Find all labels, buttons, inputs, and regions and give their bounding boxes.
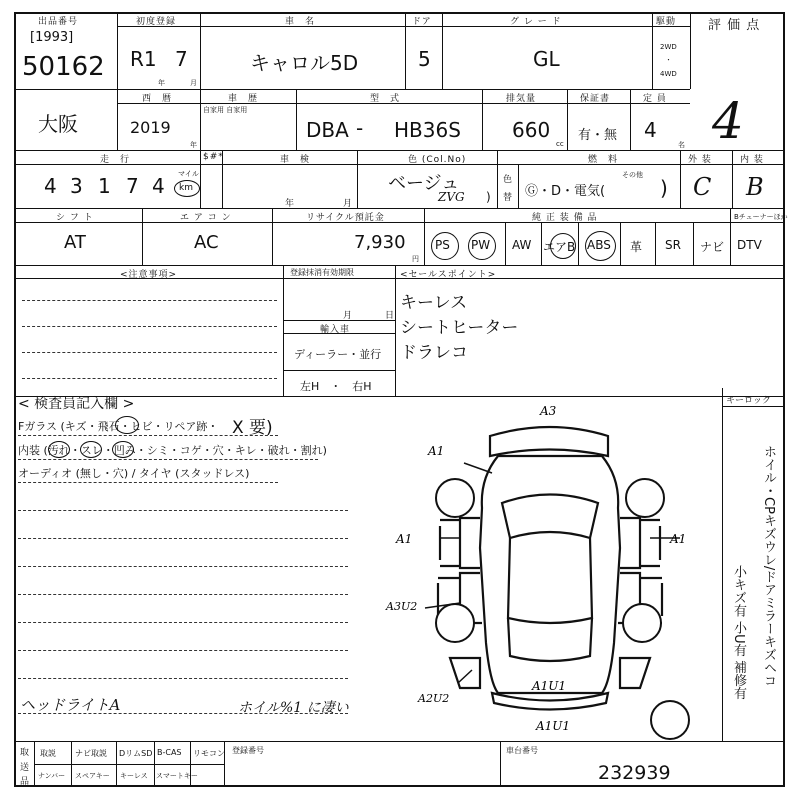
history-sub: 自家用 自家用 (203, 106, 248, 114)
inspector-line-rule (18, 482, 278, 483)
doc-item: スマートキー (156, 772, 198, 780)
mark-circle (112, 441, 134, 458)
docs-left-top: 取 (20, 748, 30, 758)
recycle: 7,930 (354, 232, 406, 253)
car-name-label: 車 名 (285, 17, 316, 27)
spare-wheel (651, 701, 689, 739)
import-label: 輸入車 (320, 325, 351, 335)
equipment-label: 純 正 装 備 品 (532, 213, 598, 223)
note-line (22, 326, 277, 327)
capacity-unit: 名 (678, 141, 685, 149)
inspector-line-rule (18, 510, 348, 511)
side-note-1: ホイル・CPキズウレ/ドアミラーキズヘコ (761, 445, 776, 688)
inspection-month: 月 (343, 199, 353, 209)
doc-item: ナビ取説 (75, 749, 107, 758)
inspector-line-rule (18, 566, 348, 567)
inspector-line-rule (18, 622, 348, 623)
inspector-line-rule (18, 459, 318, 460)
mileage-digit: 7 (126, 174, 139, 198)
diagram-mark: A1 (396, 532, 413, 546)
glass-note: X 要) (232, 418, 273, 438)
drive-2wd: 2WD (660, 43, 677, 51)
rear-bumper (492, 693, 608, 710)
reg-deadline-label: 登録抹消有効期限 (290, 268, 354, 277)
inspection-year: 年 (285, 199, 295, 209)
equipment-item: ナビ (700, 240, 725, 254)
model-code: HB36S (394, 118, 461, 142)
exterior: C (693, 173, 712, 201)
inspection-label: 車 検 (280, 155, 311, 165)
first-reg-label: 初度登録 (136, 17, 177, 27)
right-quarter (620, 658, 650, 688)
mileage-unit: km (179, 183, 193, 193)
tax-label: $#* (203, 152, 224, 162)
equipment-item: SR (665, 238, 681, 252)
warranty: 有・無 (578, 128, 618, 143)
doc-item: 取説 (40, 749, 56, 758)
model-prefix: DBA (306, 118, 349, 142)
equipment-item: DTV (737, 238, 762, 252)
inspector-line-rule (18, 594, 348, 595)
interior-label: 内 装 (740, 155, 764, 165)
inspector-title: < 検査員記入欄 > (18, 396, 135, 412)
fuel-close: ) (660, 176, 668, 200)
wheel-rear-right (623, 604, 661, 642)
mileage-digit: 1 (98, 174, 111, 198)
sales-label: <セールスポイント> (400, 270, 497, 280)
color-code: ZVG (438, 190, 465, 204)
docs-left-mid: 送 (20, 763, 30, 773)
capacity-label: 定 員 (643, 94, 667, 104)
wheel-front-right (626, 479, 664, 517)
model-type-label: 型 式 (370, 94, 401, 104)
sales-point: キーレス (400, 293, 468, 313)
inspector-line-rule (18, 678, 348, 679)
note-line (22, 352, 277, 353)
reg-month: 月 (343, 311, 353, 321)
chassis-label: 車台番号 (506, 746, 538, 755)
wheel-front-left (436, 479, 474, 517)
equipment-item: AW (512, 238, 532, 252)
ac: AC (194, 232, 219, 253)
mark-circle (48, 441, 70, 458)
left-front-door (460, 518, 480, 568)
diagram-mark: A1U1 (532, 679, 567, 693)
note-line (22, 300, 277, 301)
grade-label: グ レ ー ド (510, 17, 562, 27)
score: 4 (712, 92, 744, 150)
history-label: 車 歴 (228, 94, 259, 104)
ac-label: エ ア コ ン (180, 213, 232, 223)
shift-label: シ フ ト (56, 213, 94, 223)
diagram-mark: A3U2 (386, 600, 418, 613)
auction-number: 50162 (22, 52, 105, 82)
year-suffix: 年 (190, 141, 197, 149)
doc-item: リモコン (193, 749, 225, 758)
diagram-mark: A1 (670, 532, 687, 546)
doors-label: ドア (412, 17, 432, 27)
diagram-mark: A2U2 (418, 692, 450, 705)
shift: AT (64, 232, 86, 253)
doc-item: キーレス (120, 772, 148, 780)
capacity: 4 (644, 118, 657, 142)
notes-label: <注意事項> (120, 270, 178, 280)
steering: 左H ・ 右H (300, 380, 372, 393)
drive-label: 駆動 (656, 17, 677, 27)
front-bumper (490, 427, 608, 456)
color-label: 色 (Col.No) (408, 155, 467, 165)
inspector-line-rule (18, 650, 348, 651)
mileage-unit-top: マイル (178, 170, 199, 178)
mileage-digit: 4 (152, 174, 165, 198)
exterior-label: 外 装 (688, 155, 712, 165)
yen-unit: 円 (412, 255, 419, 263)
grade: GL (533, 47, 560, 71)
drive-dot: ・ (665, 56, 672, 64)
cc-unit: cc (556, 140, 564, 148)
chassis-no: 232939 (598, 762, 671, 784)
left-door-panels (438, 526, 440, 616)
docs-left-bottom: 品 (20, 777, 30, 787)
note-line (22, 378, 277, 379)
doc-item: DリムSD (119, 749, 153, 758)
displacement-label: 排気量 (506, 94, 537, 104)
mileage-label: 走 行 (100, 155, 131, 165)
reg-day: 日 (385, 311, 395, 321)
diagram-mark: A1U1 (536, 719, 571, 733)
warranty-label: 保証書 (580, 94, 611, 104)
inspector-line-rule (18, 538, 348, 539)
mileage-digit: 4 (44, 174, 57, 198)
rear-glass (508, 618, 592, 661)
drive-4wd: 4WD (660, 70, 677, 78)
score-label: 評 価 点 (708, 18, 761, 33)
doors: 5 (418, 47, 431, 71)
mileage-digit: 3 (70, 174, 83, 198)
color-change-bottom: 替 (503, 193, 513, 203)
mark-circle (115, 416, 139, 434)
diagram-mark: A3 (540, 404, 557, 418)
headlight-note: ヘッドライトA (20, 696, 121, 714)
color-change-top: 色 (503, 175, 513, 185)
month: 7 (175, 47, 188, 71)
fuel-options: Ⓖ・D・電気( (525, 184, 606, 199)
wheel-rear-left (436, 604, 474, 642)
inspector-line: Fガラス (キズ・飛石・ヒビ・リペア跡・ (18, 420, 219, 433)
interior: B (746, 173, 764, 201)
equipment-item: 革 (630, 240, 643, 254)
auction-prefix: [1993] (30, 30, 74, 45)
wheel-note: ホイル%1 に凄い (238, 700, 349, 716)
left-quarter (450, 658, 480, 688)
roof (508, 538, 592, 623)
fuel-other: その他 (622, 171, 643, 179)
sales-point: シートヒーター (400, 318, 519, 338)
inspector-line: 内装 (汚れ・スレ・凹み・シミ・コゲ・穴・キレ・破れ・割れ) (18, 444, 327, 457)
equipment-item: ABS (587, 238, 611, 252)
doc-item: B-CAS (157, 748, 182, 757)
displacement: 660 (512, 118, 551, 142)
recycle-label: リサイクル預託金 (306, 213, 385, 223)
equipment-item: PW (471, 238, 491, 252)
sales-point: ドラレコ (400, 343, 468, 363)
mark-circle (80, 441, 102, 458)
car-name: キャロル5D (250, 51, 359, 75)
model-year-label: 西 暦 (142, 94, 173, 104)
auction-no-label: 出品番号 (38, 17, 79, 27)
right-door-panels (660, 526, 662, 616)
dealer: ディーラー・並行 (294, 348, 382, 361)
doc-item: スペアキー (75, 772, 110, 780)
era: R1 (130, 47, 157, 71)
fuel-label: 燃 料 (588, 155, 619, 165)
doc-item: ナンバー (38, 772, 66, 780)
right-front-door (620, 518, 640, 568)
inspector-line: オーディオ (無し・穴) / タイヤ (スタッドレス) (18, 467, 250, 480)
keylock-label: キーロック (726, 396, 771, 406)
tuner-label: Bチューナーほか (734, 213, 788, 221)
side-note-2: 小キズ有 小U有 補修有 (731, 565, 746, 700)
equipment-item: エアB (543, 240, 576, 254)
car-diagram (380, 398, 720, 743)
equipment-item: PS (435, 238, 450, 252)
windshield (502, 495, 598, 539)
reg-no-label: 登録番号 (232, 746, 264, 755)
model-year: 2019 (130, 118, 171, 137)
color-code-paren: ) (486, 190, 491, 204)
color: ベージュ (388, 173, 460, 194)
month-unit: 月 (190, 79, 197, 87)
diagram-mark: A1 (428, 444, 445, 458)
year-unit: 年 (158, 79, 165, 87)
region: 大阪 (38, 112, 78, 136)
car-body (480, 456, 620, 693)
inspector-line-rule (18, 435, 278, 436)
model-dash: - (356, 116, 364, 140)
